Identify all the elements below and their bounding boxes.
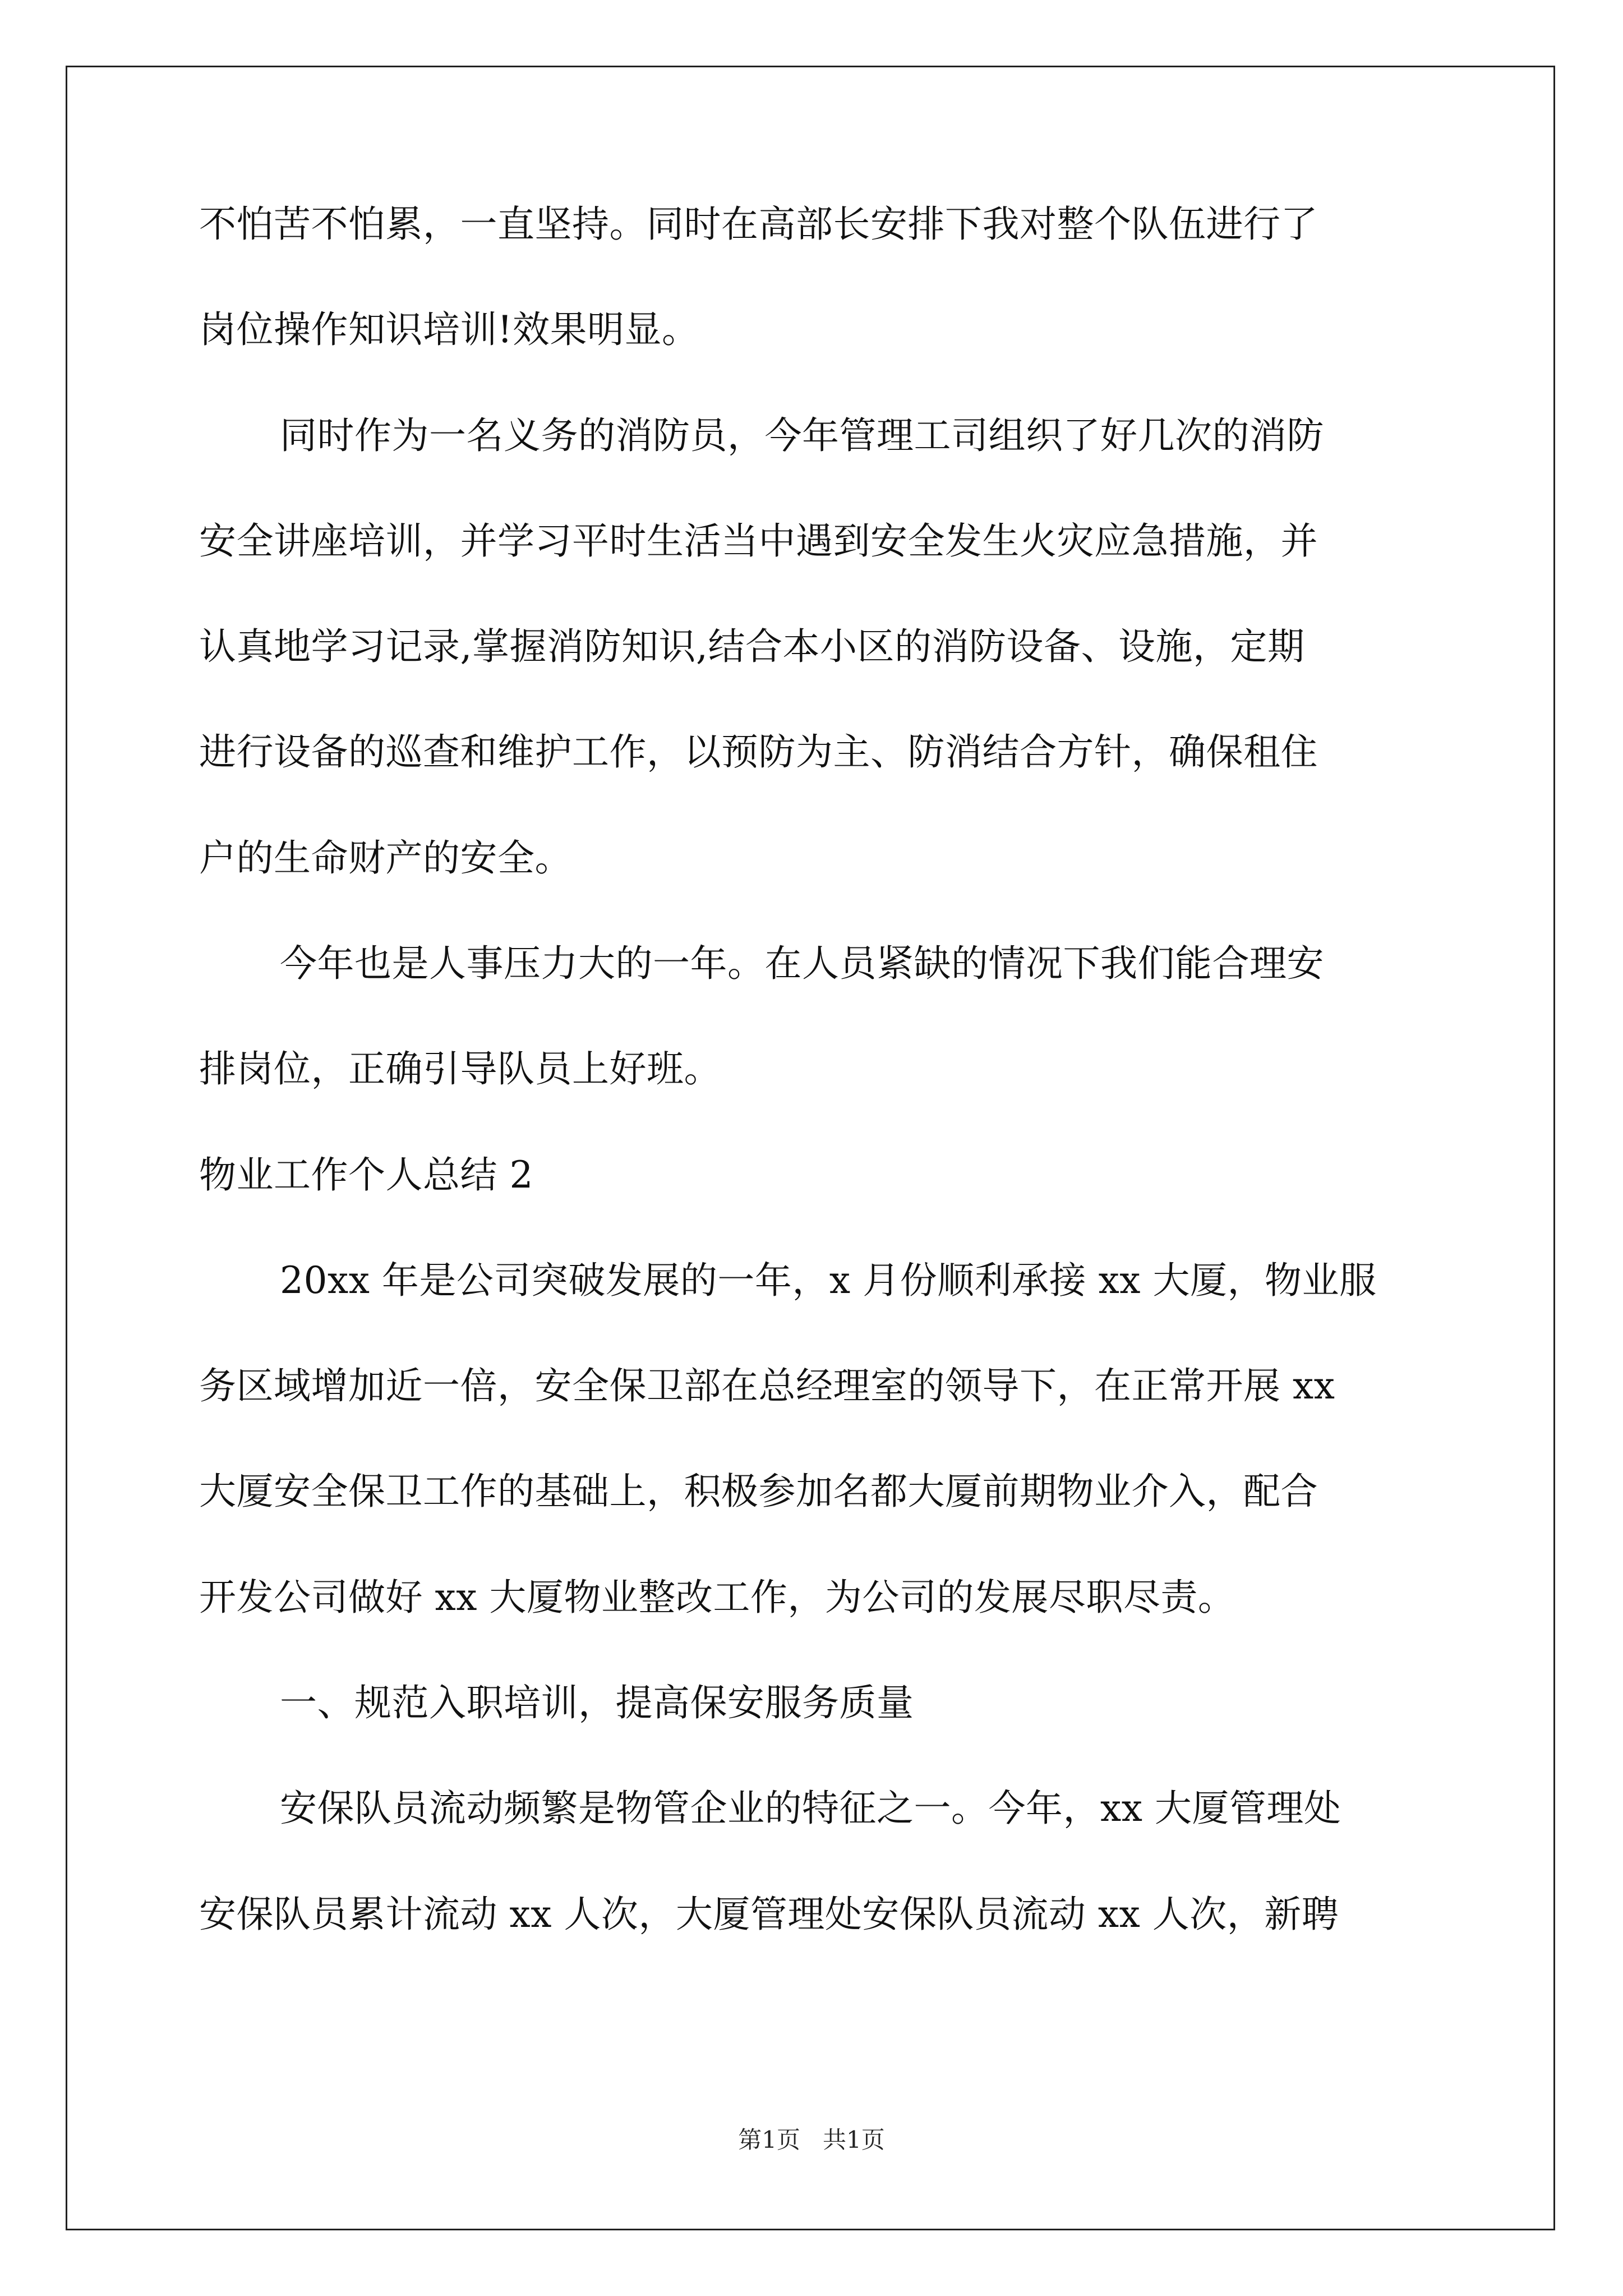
text-line: 安全讲座培训，并学习平时生活当中遇到安全发生火灾应急措施，并 (199, 519, 1318, 563)
page-footer: 第1页 共1页 (738, 2126, 885, 2154)
text-line: 认真地学习记录,掌握消防知识,结合本小区的消防设备、设施，定期 (199, 625, 1305, 668)
text-line: 大厦安全保卫工作的基础上，积极参加名都大厦前期物业介入，配合 (199, 1470, 1318, 1513)
paragraph-first-line: 同时作为一名义务的消防员，今年管理工司组织了好几次的消防 (280, 414, 1324, 457)
text-line: 安保队员累计流动 xx 人次，大厦管理处安保队员流动 xx 人次，新聘 (199, 1893, 1339, 1936)
paragraph-first-line: 今年也是人事压力大的一年。在人员紧缺的情况下我们能合理安 (280, 942, 1324, 985)
text-line: 岗位操作知识培训!效果明显。 (199, 308, 699, 351)
paragraph-first-line: 20xx 年是公司突破发展的一年，x 月份顺利承接 xx 大厦，物业服 (280, 1259, 1377, 1302)
text-line: 户的生命财产的安全。 (199, 836, 572, 880)
section-heading: 物业工作个人总结 2 (199, 1153, 533, 1197)
text-line: 不怕苦不怕累，一直坚持。同时在高部长安排下我对整个队伍进行了 (199, 203, 1318, 246)
text-line: 进行设备的巡查和维护工作，以预防为主、防消结合方针，确保租住 (199, 730, 1318, 774)
text-line: 排岗位，正确引导队员上好班。 (199, 1047, 721, 1091)
text-line: 开发公司做好 xx 大厦物业整改工作，为公司的发展尽职尽责。 (199, 1576, 1235, 1619)
paragraph-first-line: 安保队员流动频繁是物管企业的特征之一。今年，xx 大厦管理处 (280, 1787, 1341, 1830)
text-line: 务区域增加近一倍，安全保卫部在总经理室的领导下，在正常开展 xx (199, 1364, 1335, 1407)
subsection-heading: 一、规范入职培训，提高保安服务质量 (280, 1681, 914, 1724)
